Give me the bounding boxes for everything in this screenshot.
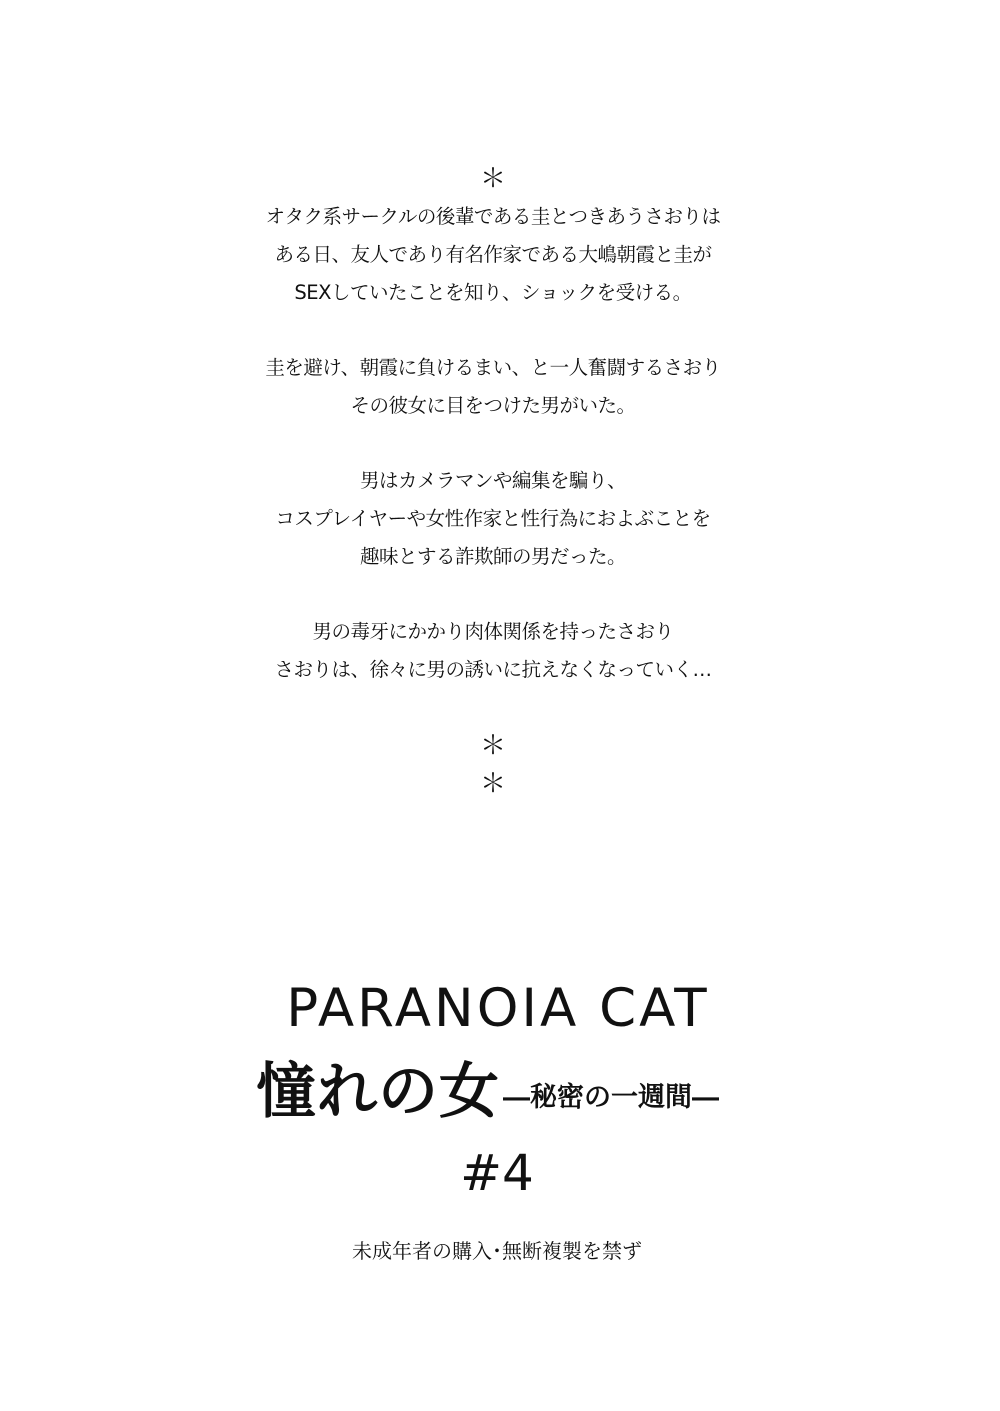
- synopsis-line: ある日、友人であり有名作家である大嶋朝霞と圭が: [274, 243, 712, 266]
- synopsis-line: 男の毒牙にかかり肉体関係を持ったさおり: [312, 620, 674, 643]
- asterisk-divider-bottom-1: ＊: [479, 731, 506, 761]
- circle-name: PARANOIA CAT: [286, 978, 710, 1039]
- synopsis-line: 男はカメラマンや編集を騙り、: [359, 469, 626, 492]
- main-title: 憧れの女: [256, 1057, 500, 1127]
- synopsis-paragraph-4: [0, 613, 986, 689]
- issue-number: #4: [460, 1144, 534, 1202]
- title-block: [0, 970, 1000, 1268]
- synopsis-line: 圭を避け、朝霞に負けるまい、と一人奮闘するさおり: [265, 356, 721, 379]
- asterisk-divider-bottom-2: ＊: [479, 769, 506, 799]
- main-title-row: [0, 1056, 1000, 1136]
- synopsis-line: コスプレイヤーや女性作家と性行為におよぶことを: [275, 507, 711, 530]
- synopsis-paragraph-1: [0, 198, 986, 312]
- synopsis-line: 趣味とする詐欺師の男だった。: [359, 545, 626, 568]
- synopsis-line: オタク系サークルの後輩である圭とつきあうさおりは: [265, 205, 721, 228]
- synopsis-line: さおりは、徐々に男の誘いに抗えなくなっていく…: [274, 658, 712, 681]
- subtitle: ―秘密の一週間―: [503, 1082, 719, 1113]
- synopsis: [0, 160, 986, 803]
- synopsis-paragraph-2: [0, 349, 986, 425]
- synopsis-paragraph-3: [0, 462, 986, 576]
- age-restriction-notice: 未成年者の購入･無断複製を禁ず: [352, 1239, 642, 1263]
- synopsis-line: SEXしていたことを知り、ショックを受ける。: [294, 281, 692, 304]
- asterisk-divider-top: ＊: [479, 164, 506, 194]
- synopsis-line: その彼女に目をつけた男がいた。: [350, 394, 636, 417]
